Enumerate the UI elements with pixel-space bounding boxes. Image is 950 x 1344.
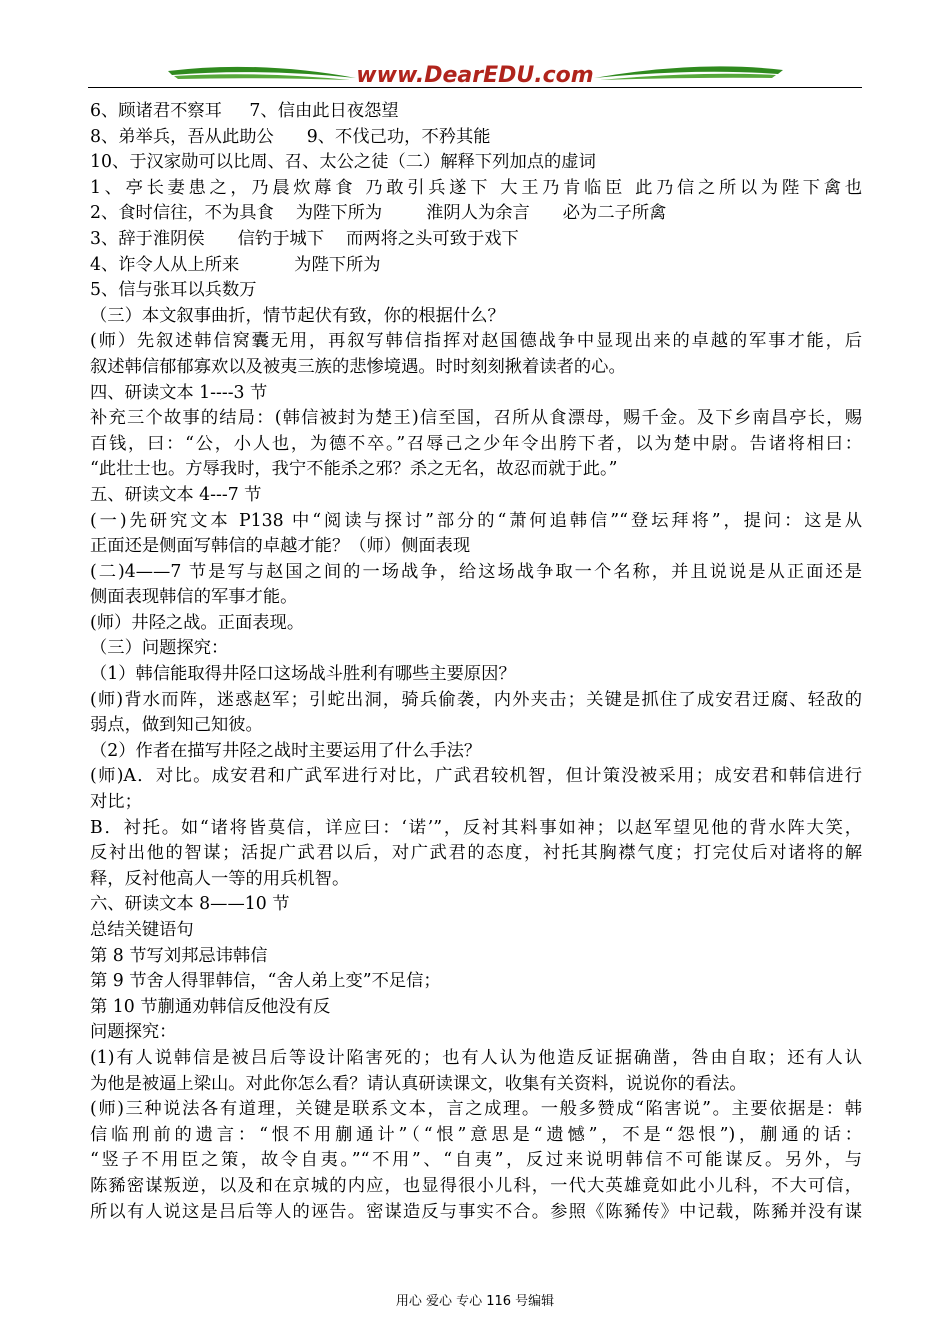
text-line: 四、研读文本 1----3 节 (90, 382, 268, 403)
text-line: 8、弟举兵，吾从此助公 9、不伐己功，不矜其能 (90, 126, 491, 147)
text-line: (一)先研究文本 P138 中“阅读与探讨”部分的“萧何追韩信”“登坛拜将”，提问：这是从 (90, 510, 862, 531)
text-line: 补充三个故事的结局：(韩信被封为楚王)信至国，召所从食漂母，赐千金。及下乡南昌亭长，赐 (90, 408, 862, 429)
text-line: “此壮士也。方辱我时，我宁不能杀之邪？杀之无名，故忍而就于此。” (90, 459, 618, 480)
text-line: 总结关键语句 (90, 920, 194, 940)
text-line: 3、辞于淮阴侯 信钓于城下 而两将之头可致于戏下 (90, 228, 519, 249)
text-line: 10、于汉家勋可以比周、召、太公之徒（二）解释下列加点的虚词 (90, 152, 596, 173)
text-line: 反衬出他的智谋；活捉广武君以后，对广武君的态度，衬托其胸襟气度；打完仗后对诸将的解 (90, 843, 862, 864)
text-line: 为他是被逼上梁山。对此你怎么看？请认真研读课文，收集有关资料，说说你的看法。 (90, 1073, 747, 1094)
text-line: 1、亭长妻患之，乃晨炊蓐食 乃敢引兵遂下 大王乃肯临臣 此乃信之所以为陛下禽也 (90, 177, 862, 198)
text-line: 对比； (90, 792, 142, 813)
text-line: B．衬托。如“诸将皆莫信，详应曰：‘诺’”，反衬其料事如神；以赵军望见他的背水阵大笑， (90, 817, 862, 838)
text-line: 第 9 节舍人得罪韩信，“舍人弟上变”不足信； (90, 971, 441, 992)
text-line: “竖子不用臣之策，故令自夷。”“不用”、“自夷”，反过来说明韩信不可能谋反。另外，与 (90, 1150, 862, 1171)
text-line: 问题探究： (90, 1022, 177, 1043)
site-logo-text: www.DearEDU.com (356, 63, 594, 88)
text-line: 百钱，曰：“公，小人也，为德不卒。”召辱己之少年令出胯下者，以为楚中尉。告诸将相曰： (90, 433, 862, 454)
text-line: 六、研读文本 8——10 节 (90, 894, 290, 915)
site-header-banner (88, 58, 862, 90)
text-line: 2、食时信往，不为具食 为陛下所为 淮阴人为余言 必为二子所禽 (90, 203, 667, 224)
header-rule (88, 87, 862, 88)
text-line: 所以有人说这是吕后等人的诬告。密谋造反与事实不合。参照《陈豨传》中记载，陈豨并没有谋 (90, 1201, 862, 1222)
header-logo-graphic (88, 58, 862, 90)
text-line: 侧面表现韩信的军事才能。 (90, 587, 298, 608)
text-line: (师）井陉之战。正面表现。 (90, 612, 305, 633)
text-line: 5、信与张耳以兵数万 (90, 280, 257, 301)
text-line: 6、顾诸君不察耳 7、信由此日夜怨望 (90, 101, 399, 121)
text-line: 释，反衬他高人一等的用兵机智。 (90, 868, 350, 889)
page-footer: 用心 爱心 专心 116 号编辑 (395, 1294, 555, 1309)
text-line: （2）作者在描写井陉之战时主要运用了什么手法？ (90, 740, 482, 761)
text-line: （三）本文叙事曲折，情节起伏有致，你的根据什么？ (90, 305, 505, 326)
text-line: （三）问题探究： (90, 638, 229, 659)
text-line: (师)背水而阵，迷惑赵军；引蛇出洞，骑兵偷袭，内外夹击；关键是抓住了成安君迂腐、轻敌的 (90, 689, 862, 710)
text-line: (师)A．对比。成安君和广武军进行对比，广武君较机智，但计策没被采用；成安君和韩信进行 (90, 766, 862, 787)
text-line: (1)有人说韩信是被吕后等设计陷害死的；也有人认为他造反证据确凿，咎由自取；还有人认 (90, 1047, 862, 1068)
text-line: 弱点，做到知己知彼。 (90, 715, 263, 736)
text-line: (师）先叙述韩信窝囊无用，再叙写韩信指挥对赵国德战争中显现出来的卓越的军事才能，后 (90, 331, 862, 352)
text-line: （1）韩信能取得井陉口这场战斗胜利有哪些主要原因？ (90, 664, 516, 685)
text-line: 第 8 节写刘邦忌讳韩信 (90, 945, 268, 966)
text-line: 五、研读文本 4---7 节 (90, 484, 262, 505)
text-line: 第 10 节蒯通劝韩信反他没有反 (90, 996, 331, 1017)
document-body (90, 99, 862, 1225)
text-line: 陈豨密谋叛逆，以及和在京城的内应，也显得很小儿科，一代大英雄竟如此小儿科，不大可信， (90, 1175, 862, 1196)
text-line: 4、诈令人从上所来 为陛下所为 (90, 254, 381, 275)
text-line: 信临刑前的遗言：“恨不用蒯通计”（“恨”意思是“遗憾”，不是“怨恨”)，蒯通的话： (90, 1124, 862, 1145)
text-line: (二)4——7 节是写与赵国之间的一场战争，给这场战争取一个名称，并且说说是从正面还是 (90, 561, 862, 582)
text-line: 叙述韩信郁郁寡欢以及被夷三族的悲惨境遇。时时刻刻揪着读者的心。 (90, 356, 626, 377)
text-line: 正面还是侧面写韩信的卓越才能？（师）侧面表现 (90, 536, 471, 557)
text-line: (师)三种说法各有道理，关键是联系文本，言之成理。一般多赞成“陷害说”。主要依据是：韩 (90, 1099, 862, 1120)
